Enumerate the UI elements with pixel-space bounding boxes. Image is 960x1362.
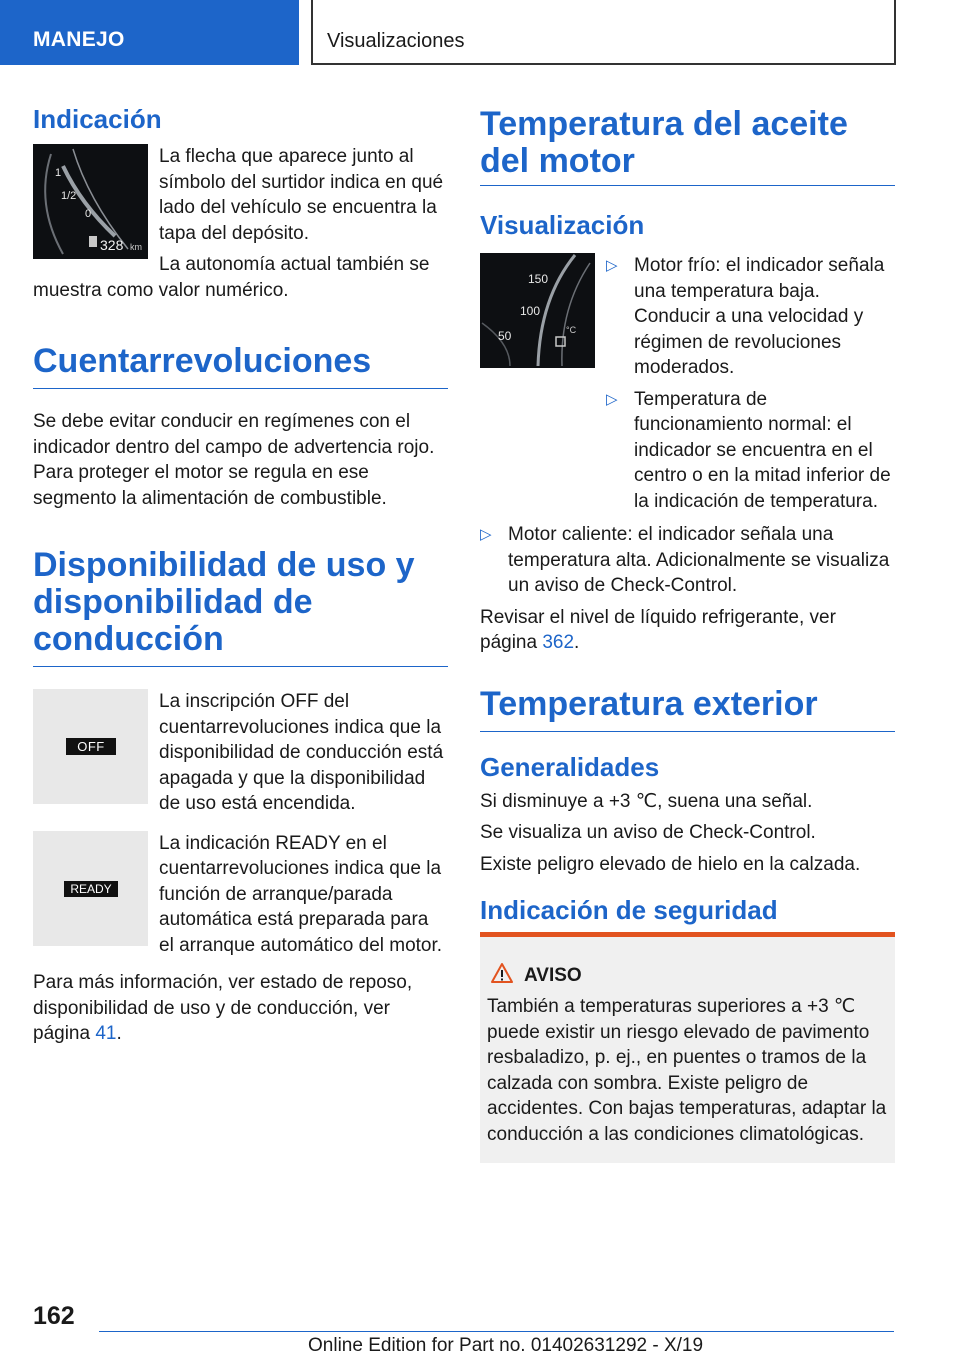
ready-indicator-image bbox=[33, 831, 148, 946]
header-chapter-tab bbox=[311, 0, 896, 65]
triangle-bullet-icon: ▷ bbox=[606, 390, 618, 408]
off-text: La inscripción OFF del cuentarrevoluciones indica que la disponibilidad de conducción está apagada y que la disponibilidad de uso está encendida. bbox=[159, 691, 444, 814]
revisar-suffix: . bbox=[574, 632, 580, 653]
bullet-hot bbox=[480, 522, 895, 599]
gauge-tick-50: 50 bbox=[498, 329, 512, 343]
cuentarrev-title: Cuentarrevoluciones bbox=[33, 343, 448, 389]
warning-box bbox=[480, 932, 895, 1163]
cuentarrev-p1: Se debe evitar conducir en regímenes con el indicador dentro del campo de advertencia rojo. Para proteger el motor se regula en ese segmento la alimentación de combustible. bbox=[33, 411, 435, 509]
bullet-normal-text: Temperatura de funcionamiento normal: el indicador se encuentra en el centro o en la mitad inferior de la indicación de temperatura. bbox=[634, 388, 891, 512]
header-chapter-label: Visualizaciones bbox=[327, 30, 465, 52]
warning-label: AVISO bbox=[524, 965, 582, 986]
gauge-tick-1: 1 bbox=[55, 167, 62, 179]
more-info-suffix: . bbox=[116, 1023, 122, 1044]
gauge-tick-150: 150 bbox=[528, 272, 549, 286]
revisar-paragraph bbox=[480, 605, 895, 656]
indicacion-p1: La flecha que aparece junto al símbolo del surtidor indica en qué lado del vehículo se encuentra la tapa del depósito. bbox=[159, 146, 444, 244]
revisar-text: Revisar el nivel de líquido refrigerante, ver página bbox=[480, 606, 836, 653]
footer-rule bbox=[99, 1331, 894, 1332]
warning-text: También a temperaturas superiores a +3 ℃ puede existir un riesgo elevado de pavimento resbaladizo, p. ej., en puentes o tramos de la calzada con sombra. Existe peligro de accidentes. Con bajas temperaturas, adaptar la conducción a las condiciones climatológicas. bbox=[487, 996, 887, 1145]
gauge-tick-100: 100 bbox=[520, 304, 541, 318]
page-link-41[interactable]: 41 bbox=[95, 1023, 117, 1044]
triangle-bullet-icon: ▷ bbox=[606, 257, 618, 274]
triangle-bullet-icon: ▷ bbox=[480, 526, 492, 543]
oil-temp-gauge-image bbox=[480, 253, 595, 368]
header-section-tab bbox=[0, 0, 299, 65]
disp-title: Disponibilidad de uso y disponibilidad de conducción bbox=[33, 547, 448, 667]
indicacion-p2: La autonomía actual también se muestra como valor numérico. bbox=[33, 254, 430, 301]
exterior-title: Temperatura exterior bbox=[480, 686, 895, 732]
off-label: OFF bbox=[66, 738, 116, 755]
footer-edition: Online Edition for Part no. 01402631292 - X/19 bbox=[308, 1335, 704, 1356]
ready-label: READY bbox=[64, 881, 118, 897]
bullet-cold bbox=[606, 253, 895, 381]
fuel-pump-icon bbox=[89, 236, 97, 247]
exterior-line-3: Existe peligro elevado de hielo en la calzada. bbox=[480, 853, 861, 875]
indicacion-title: Indicación bbox=[33, 104, 162, 134]
ready-text: La indicación READY en el cuentarrevoluciones indica que la función de arranque/parada automática está preparada para el arranque automático del motor. bbox=[159, 832, 443, 956]
fuel-gauge-image bbox=[33, 144, 148, 259]
more-info-paragraph bbox=[33, 970, 448, 1047]
bullet-hot-text: Motor caliente: el indicador señala una temperatura alta. Adicionalmente se visualiza un aviso de Check-Control. bbox=[508, 524, 890, 596]
gauge-temp-unit: °C bbox=[566, 325, 577, 335]
left-column bbox=[33, 100, 448, 1047]
right-column bbox=[480, 100, 895, 926]
page-link-362[interactable]: 362 bbox=[542, 632, 575, 653]
gauge-range-unit: km bbox=[130, 242, 142, 252]
gauge-range-value: 328 bbox=[100, 237, 124, 253]
exterior-line-1: Si disminuye a +3 ℃, suena una señal. bbox=[480, 790, 813, 812]
bullet-normal bbox=[606, 387, 895, 515]
warning-triangle-icon bbox=[490, 962, 514, 984]
header-section-label: MANEJO bbox=[33, 28, 125, 51]
seguridad-title: Indicación de seguridad bbox=[480, 895, 778, 925]
more-info-text: Para más información, ver estado de reposo, disponibilidad de uso y de conducción, ver página bbox=[33, 972, 413, 1044]
gauge-tick-0: 0 bbox=[85, 208, 92, 220]
gauge-tick-half: 1/2 bbox=[61, 190, 77, 202]
exterior-line-2: Se visualiza un aviso de Check-Control. bbox=[480, 822, 816, 843]
page-number: 162 bbox=[33, 1302, 75, 1330]
aceite-title: Temperatura del aceite del motor bbox=[480, 106, 895, 186]
off-indicator-image bbox=[33, 689, 148, 804]
exterior-subtitle: Generalidades bbox=[480, 751, 660, 782]
bullet-cold-text: Motor frío: el indicador señala una temperatura baja. Conducir a una velocidad y régimen de revoluciones moderados. bbox=[634, 255, 885, 378]
aceite-subtitle: Visualización bbox=[480, 210, 645, 240]
